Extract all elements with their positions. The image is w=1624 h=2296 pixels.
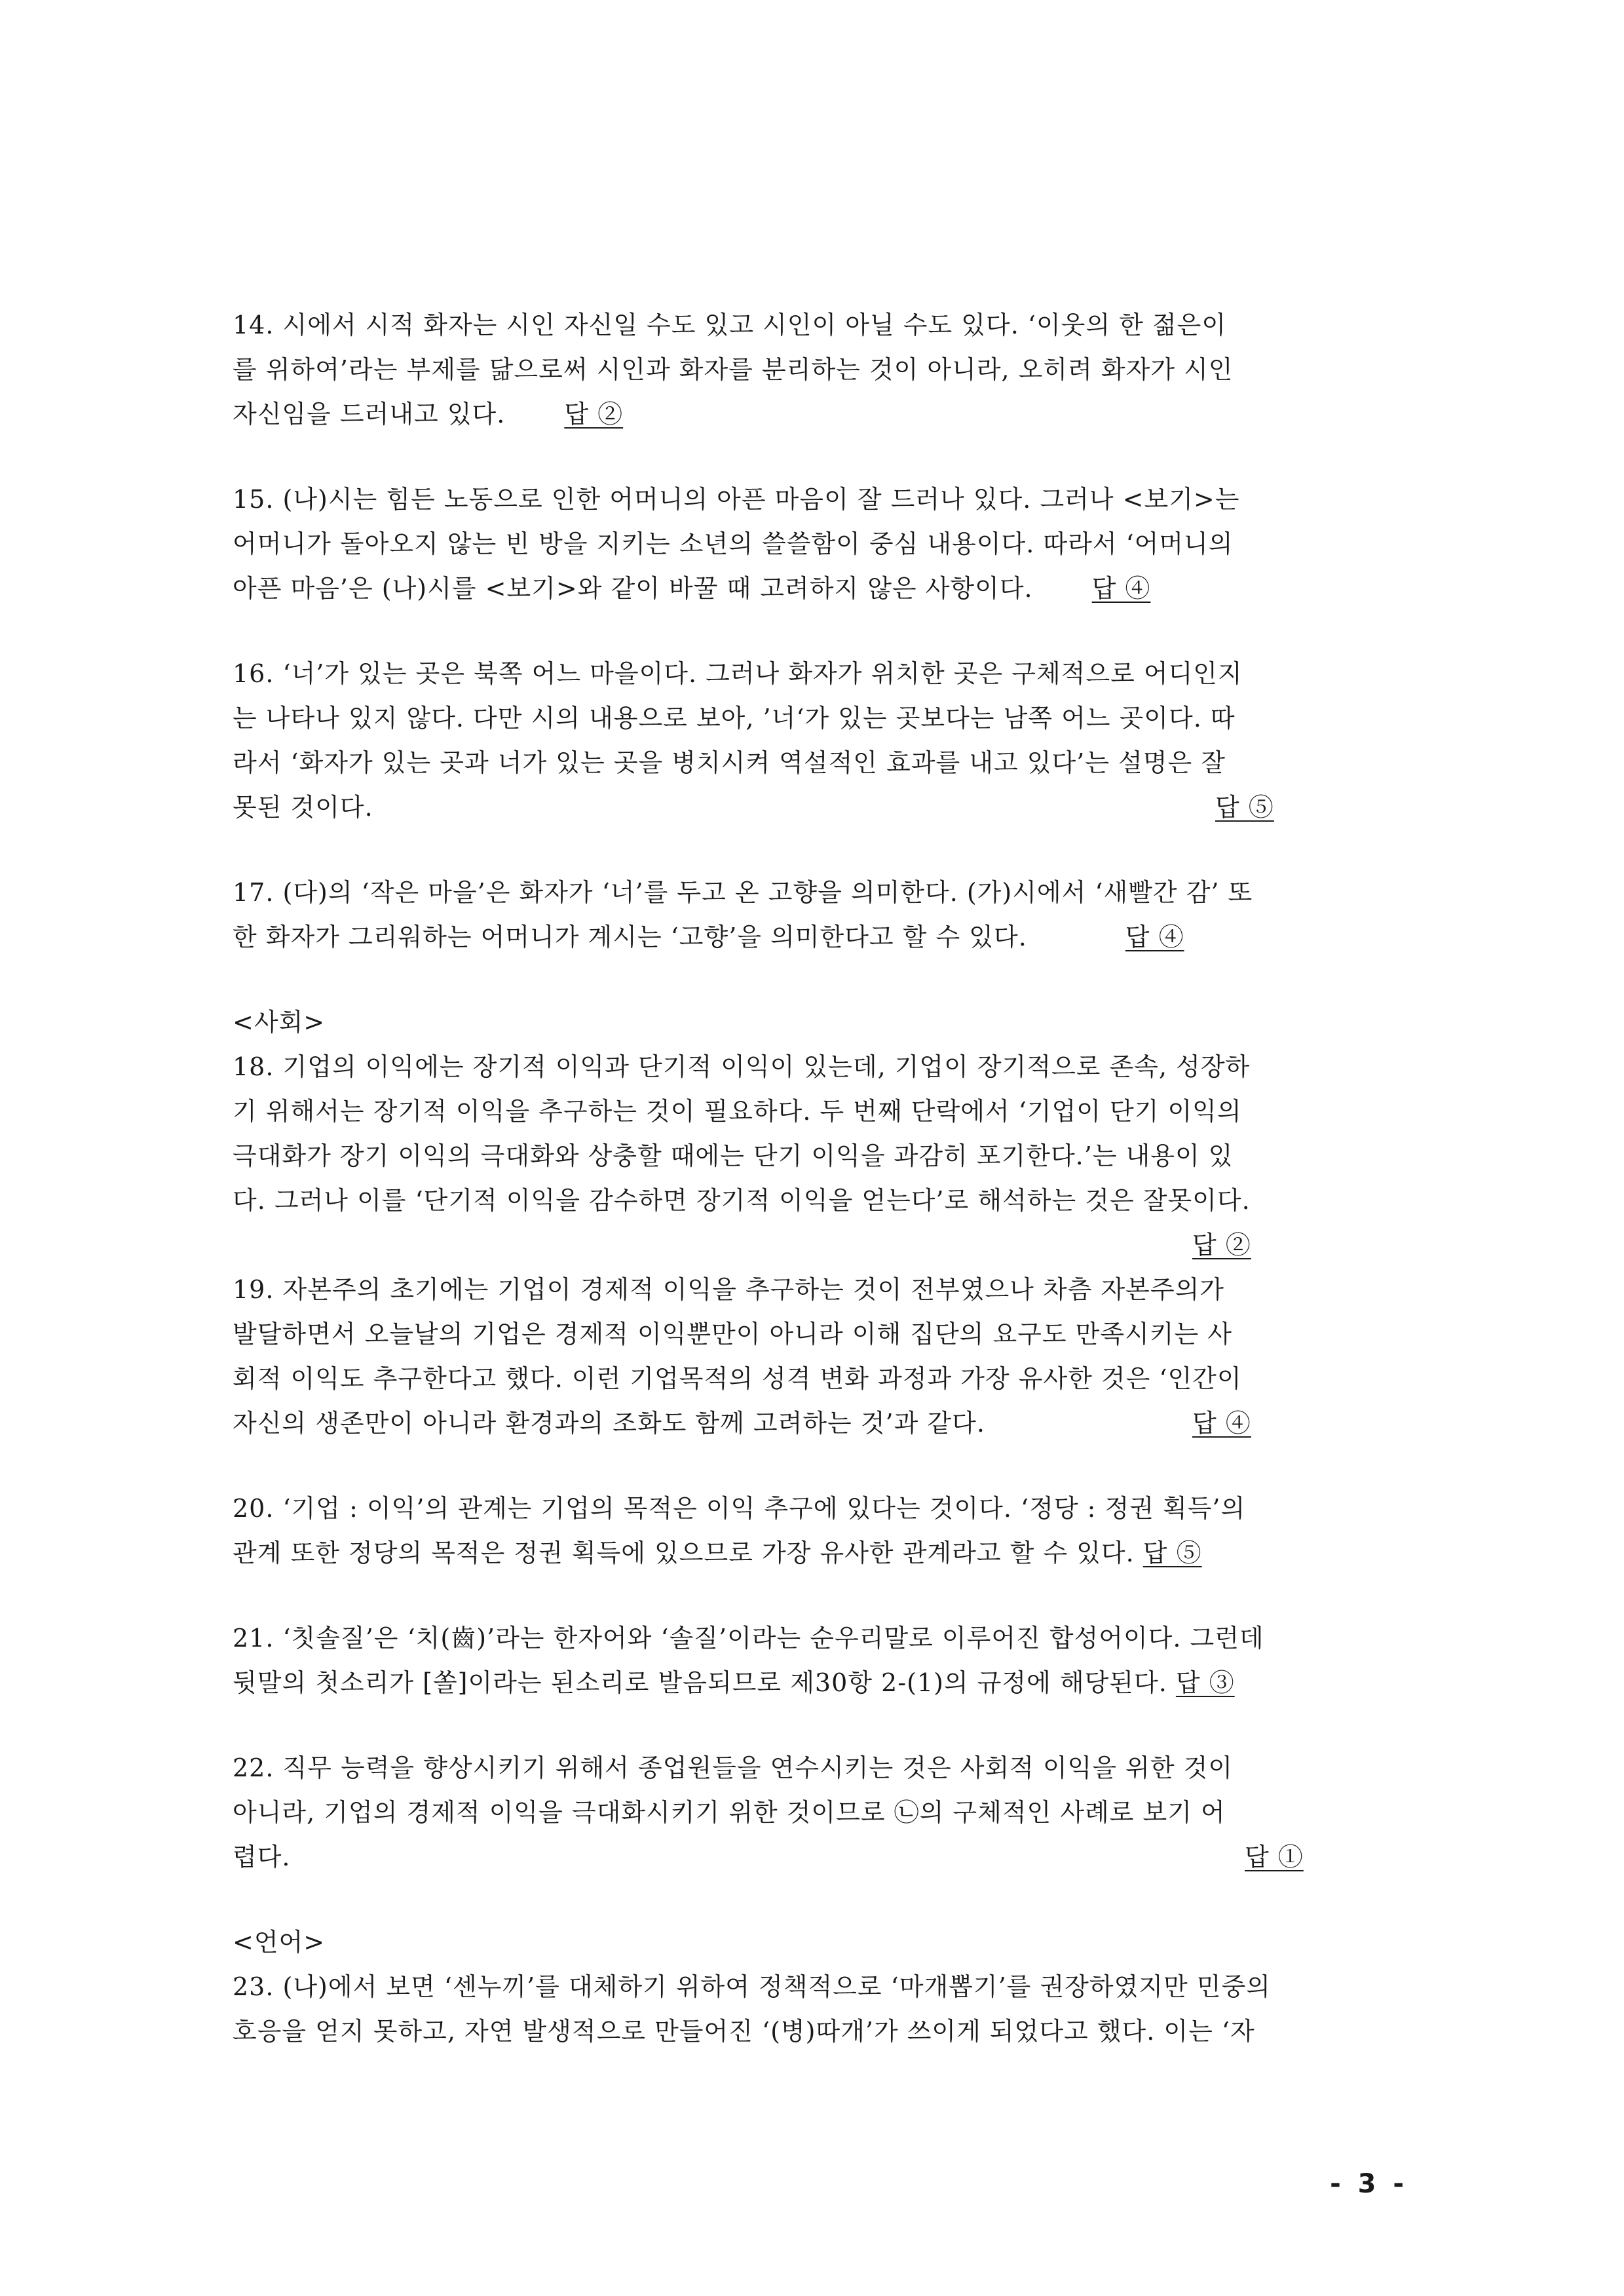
answer-explanation-15: [233, 477, 1399, 611]
answer-explanation-22: [233, 1746, 1399, 1879]
answer-explanation-17: [233, 870, 1399, 959]
text-line: 한 화자가 그리워하는 어머니가 계시는 ‘고향’을 의미한다고 할 수 있다. 답 ④: [233, 923, 1184, 951]
text-line: 16. ‘너’가 있는 곳은 북쪽 어느 마을이다. 그러나 화자가 위치한 곳은 구체적으로 어디인지: [233, 659, 1243, 688]
text-line: 18. 기업의 이익에는 장기적 이익과 단기적 이익이 있는데, 기업이 장기적으로 존속, 성장하: [233, 1052, 1251, 1081]
text-line: 아픈 마음’은 (나)시를 <보기>와 같이 바꿀 때 고려하지 않은 사항이다. 답 ④: [233, 574, 1151, 603]
answer-label: 답 ①: [1245, 1843, 1304, 1871]
text-line: 어머니가 돌아오지 않는 빈 방을 지키는 소년의 쓸쓸함이 중심 내용이다. 따라서 ‘어머니의: [233, 529, 1234, 558]
text-line: 를 위하여’라는 부제를 닮으로써 시인과 화자를 분리하는 것이 아니라, 오히려 화자가 시인: [233, 355, 1234, 384]
text-line: 21. ‘칫솔질’은 ‘치(齒)’라는 한자어와 ‘솔질’이라는 순우리말로 이루어진 합성어이다. 그런데: [233, 1624, 1264, 1653]
text-line: 는 나타나 있지 않다. 다만 시의 내용으로 보아, ’너‘가 있는 곳보다는 남쪽 어느 곳이다. 따: [233, 704, 1236, 733]
text-line: 아니라, 기업의 경제적 이익을 극대화시키기 위한 것이므로 ㉡의 구체적인 사례로 보기 어: [233, 1798, 1226, 1827]
text-line: 라서 ‘화자가 있는 곳과 너가 있는 곳을 병치시켜 역설적인 효과를 내고 있다’는 설명은 잘: [233, 748, 1226, 777]
text-line: 뒷말의 첫소리가 [쏠]이라는 된소리로 발음되므로 제30항 2-(1)의 규정에 해당된다. 답 ③: [233, 1668, 1235, 1697]
answer-label: 답 ②: [564, 400, 624, 429]
answer-explanation-23: [233, 1964, 1399, 2054]
section-language: [233, 1920, 1399, 2054]
text-line: 20. ‘기업 : 이익’의 관계는 기업의 목적은 이익 추구에 있다는 것이다. ‘정당 : 정권 획득’의: [233, 1494, 1246, 1523]
text-line: 23. (나)에서 보면 ‘센누끼’를 대체하기 위하여 정책적으로 ‘마개뽑기’를 권장하였지만 민중의: [233, 1972, 1271, 2001]
section-heading: <언어>: [233, 1928, 326, 1957]
section-social: [233, 1000, 1399, 1445]
answer-label: 답 ③: [1175, 1668, 1235, 1697]
text-line: 14. 시에서 시적 화자는 시인 자신일 수도 있고 시인이 아닐 수도 있다. ‘이웃의 한 젊은이: [233, 311, 1227, 339]
page-number: - 3 -: [1330, 2169, 1408, 2199]
answer-explanation-14: [233, 303, 1399, 436]
answer-explanation-18: [233, 1044, 1399, 1267]
answer-label: 답 ④: [1125, 923, 1184, 951]
text-line: 못된 것이다. 답 ⑤: [233, 785, 1399, 830]
text-line: 자신임을 드러내고 있다. 답 ②: [233, 400, 624, 429]
answer-label: 답 ②: [1192, 1231, 1251, 1259]
text-line: 19. 자본주의 초기에는 기업이 경제적 이익을 추구하는 것이 전부였으나 차츰 자본주의가: [233, 1275, 1225, 1304]
text-line: 호응을 얻지 못하고, 자연 발생적으로 만들어진 ‘(병)따개’가 쓰이게 되었다고 했다. 이는 ‘자: [233, 2017, 1255, 2046]
document-body: [233, 303, 1399, 2054]
answer-explanation-20: [233, 1486, 1399, 1575]
text-line: 회적 이익도 추구한다고 했다. 이런 기업목적의 성격 변화 과정과 가장 유사한 것은 ‘인간이: [233, 1364, 1242, 1393]
text-line: 17. (다)의 ‘작은 마을’은 화자가 ‘너’를 두고 온 고향을 의미한다. (가)시에서 ‘새빨간 감’ 또: [233, 878, 1253, 907]
answer-label: 답 ④: [1091, 574, 1151, 603]
answer-label: 답 ⑤: [1215, 793, 1274, 822]
answer-explanation-16: [233, 651, 1399, 830]
text-line: 렵다. 답 ①: [233, 1835, 1399, 1879]
text-line: 관계 또한 정당의 목적은 정권 획득에 있으므로 가장 유사한 관계라고 할 수 있다. 답 ⑤: [233, 1539, 1202, 1567]
text-line: 극대화가 장기 이익의 극대화와 상충할 때에는 단기 이익을 과감히 포기한다.’는 내용이 있: [233, 1141, 1234, 1170]
answer-explanation-19: [233, 1267, 1399, 1445]
text-line: 발달하면서 오늘날의 기업은 경제적 이익뿐만이 아니라 이해 집단의 요구도 만족시키는 사: [233, 1320, 1232, 1349]
section-heading: <사회>: [233, 1008, 326, 1037]
text-line: 15. (나)시는 힘든 노동으로 인한 어머니의 아픈 마음이 잘 드러나 있다. 그러나 <보기>는: [233, 485, 1240, 514]
text-line: 자신의 생존만이 아니라 환경과의 조화도 함께 고려하는 것’과 같다. 답 ④: [233, 1401, 1399, 1445]
answer-explanation-21: [233, 1616, 1399, 1705]
answer-label: 답 ④: [1192, 1409, 1251, 1438]
answer-label: 답 ⑤: [1142, 1539, 1202, 1567]
text-line: 22. 직무 능력을 향상시키기 위해서 종업원들을 연수시키는 것은 사회적 이익을 위한 것이: [233, 1753, 1234, 1782]
text-line: 다. 그러나 이를 ‘단기적 이익을 감수하면 장기적 이익을 얻는다’로 해석하는 것은 잘못이다.: [233, 1186, 1251, 1215]
text-line: 기 위해서는 장기적 이익을 추구하는 것이 필요하다. 두 번째 단락에서 ‘기업이 단기 이익의: [233, 1097, 1242, 1126]
